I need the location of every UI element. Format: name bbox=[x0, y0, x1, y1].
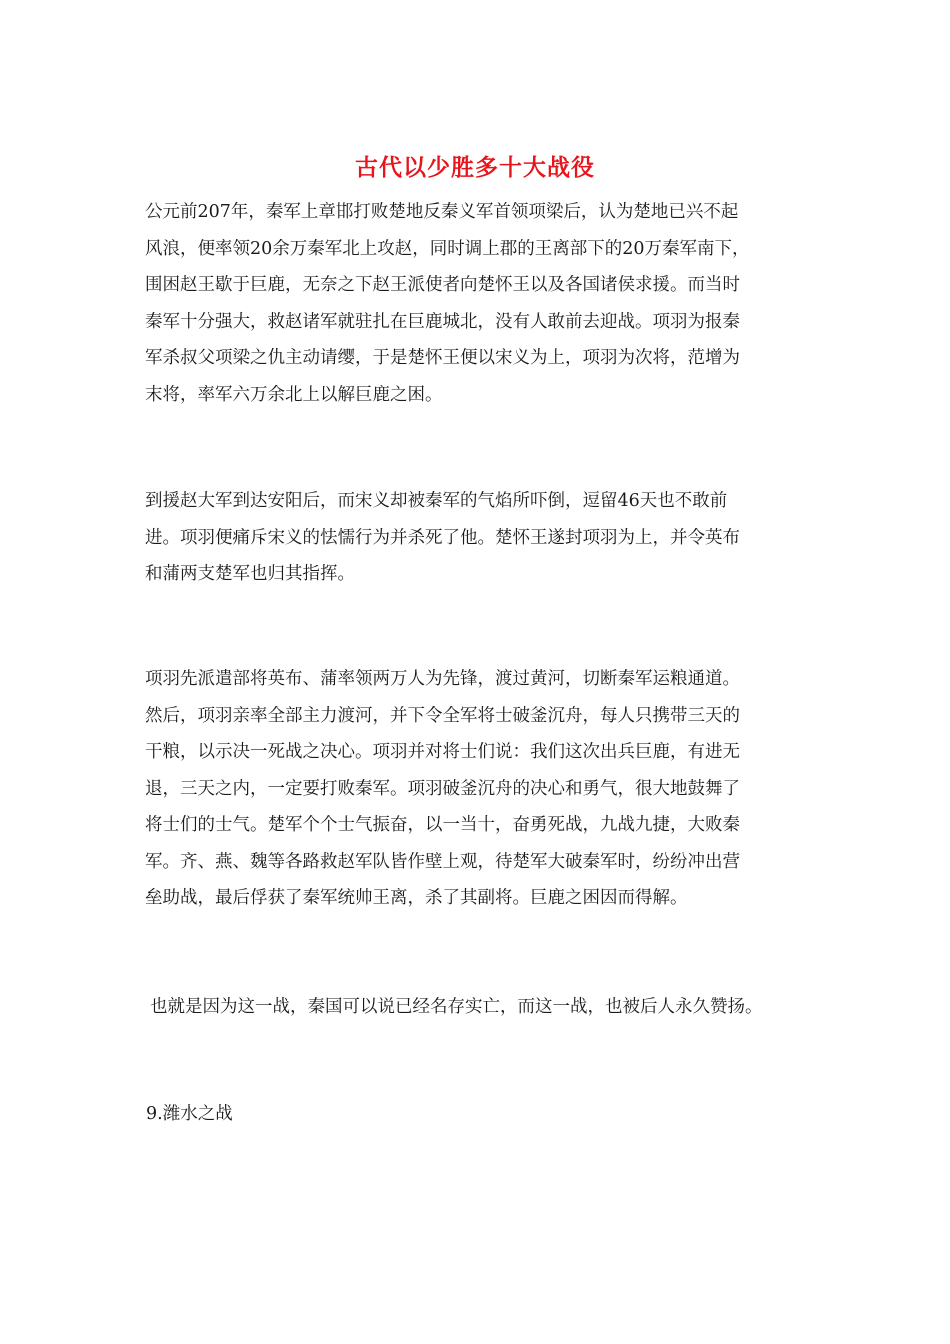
paragraph-line: 退，三天之内，一定要打败秦军。项羽破釜沉舟的决心和勇气，很大地鼓舞了 bbox=[145, 778, 740, 799]
section-heading bbox=[146, 1096, 811, 1133]
paragraph-line: 将士们的士气。楚军个个士气振奋，以一当十，奋勇死战，九战九捷，大败秦 bbox=[145, 815, 740, 835]
paragraph-line: 进。项羽便痛斥宋义的怯懦行为并杀死了他。楚怀王遂封项羽为上，并令英布 bbox=[145, 527, 740, 548]
paragraph-line: 到援赵大军到达安阳后，而宋义却被秦军的气焰所吓倒，逗留46天也不敢前 bbox=[145, 491, 728, 511]
paragraph-line: 风浪，便率领20余万秦军北上攻赵，同时调上郡的王离部下的20万秦军南下， bbox=[145, 238, 750, 259]
paragraph-line: 干粮，以示决一死战之决心。项羽并对将士们说：我们这次出兵巨鹿，有进无 bbox=[145, 742, 740, 762]
paragraph-line: 垒助战，最后俘获了秦军统帅王离，杀了其副将。巨鹿之困因而得解。 bbox=[145, 888, 688, 908]
paragraph-line: 围困赵王歇于巨鹿，无奈之下赵王派使者向楚怀王以及各国诸侯求援。而当时 bbox=[145, 275, 740, 295]
paragraph-line: 也就是因为这一战，秦国可以说已经名存实亡，而这一战，也被后人永久赞扬。 bbox=[150, 997, 763, 1017]
paragraph-1 bbox=[145, 194, 810, 413]
paragraph-4 bbox=[150, 989, 830, 1026]
paragraph-line: 然后，项羽亲率全部主力渡河，并下令全军将士破釜沉舟，每人只携带三天的 bbox=[145, 705, 740, 726]
paragraph-3 bbox=[145, 661, 810, 917]
paragraph-line: 秦军十分强大，救赵诸军就驻扎在巨鹿城北，没有人敢前去迎战。项羽为报秦 bbox=[145, 311, 740, 332]
paragraph-line: 和蒲两支楚军也归其指挥。 bbox=[145, 564, 355, 584]
paragraph-line: 公元前207年，秦军上章邯打败楚地反秦义军首领项梁后，认为楚地已兴不起 bbox=[145, 202, 739, 222]
document-title: 古代以少胜多十大战役 bbox=[355, 154, 595, 181]
paragraph-line: 军。齐、燕、魏等各路救赵军队皆作壁上观，待楚军大破秦军时，纷纷冲出营 bbox=[145, 851, 740, 872]
paragraph-line: 项羽先派遣部将英布、蒲率领两万人为先锋，渡过黄河，切断秦军运粮通道。 bbox=[145, 669, 740, 689]
paragraph-line: 末将，率军六万余北上以解巨鹿之困。 bbox=[145, 384, 443, 405]
section-heading-text: 9.潍水之战 bbox=[146, 1104, 233, 1124]
paragraph-line: 军杀叔父项梁之仇主动请缨，于是楚怀王便以宋义为上，项羽为次将，范增为 bbox=[145, 348, 740, 368]
paragraph-2 bbox=[145, 483, 810, 593]
